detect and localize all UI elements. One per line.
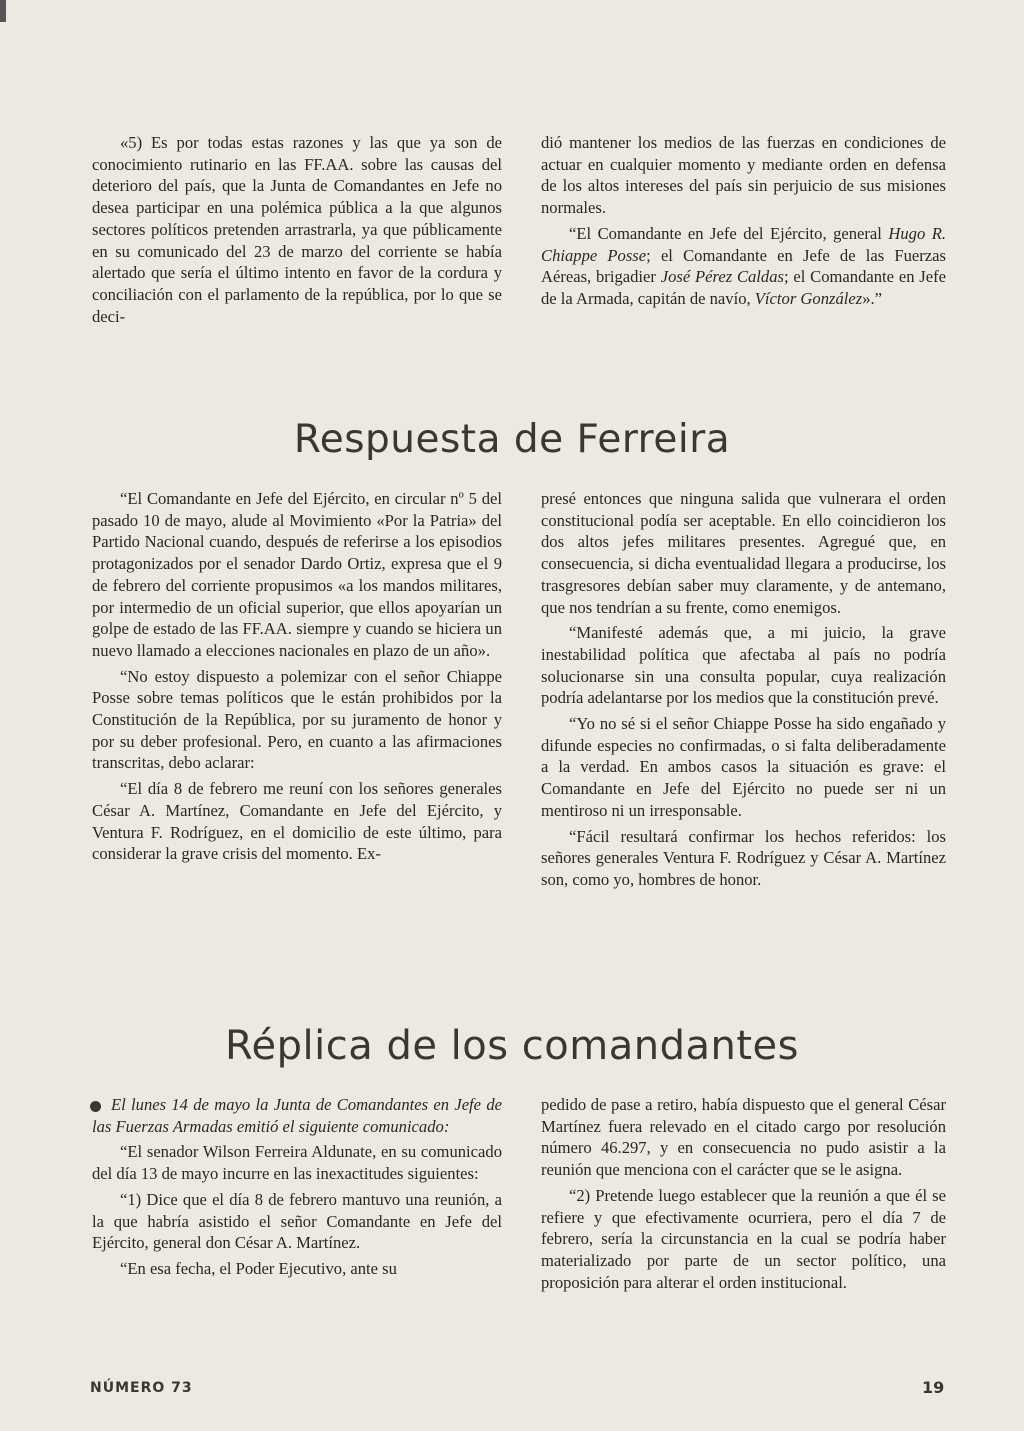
bullet-icon: [90, 1101, 101, 1112]
intro-paragraph: [92, 1094, 502, 1137]
paragraph: “El senador Wilson Ferreira Aldunate, en su comunicado del día 13 de mayo incurre en las inexactitudes siguientes:: [92, 1142, 502, 1184]
signatory-name: Hugo R. Chiappe Posse: [541, 223, 946, 265]
text-span: ; el Comandante en Jefe de las Fuerzas Aéreas, brigadier: [541, 245, 946, 287]
text-span: “El Comandante en Jefe del Ejército, general: [569, 223, 889, 243]
paragraph: “1) Dice que el día 8 de febrero mantuvo una reunión, a la que habría asistido el señor Comandante en Jefe del Ejército, general don César A. Martínez.: [92, 1189, 502, 1253]
paragraph: “No estoy dispuesto a polemizar con el señor Chiappe Posse sobre temas políticos que le están prohibidos por la Constitución de la República, por su juramento de honor y por su deber profesional. Pero, en cuanto a las afirmaciones transcritas, debo aclarar:: [92, 666, 502, 773]
text-span: ; el Comandante en Jefe de la Armada, capitán de navío,: [541, 267, 946, 308]
paragraph: “El día 8 de febrero me reuní con los señores generales César A. Martínez, Comandante en Jefe del Ejército, y Ventura F. Rodríguez, en el domicilio de este último, para considerar la grave crisis del momento. Ex-: [92, 779, 502, 864]
paragraph: presé entonces que ninguna salida que vulnerara el orden constitucional podía ser aceptable. En ello coincidieron los dos altos jefes militares presentes. Agregué que, en consecuencia, si dicha eventualidad llegara a producirse, los trasgresores debían saber muy claramente, y de antemano, que nos tendrían a su frente, como enemigos.: [541, 489, 946, 617]
section2-left-column: [92, 1094, 502, 1280]
paragraph: “El Comandante en Jefe del Ejército, en circular nº 5 del pasado 10 de mayo, alude al Movimiento «Por la Patria» del Partido Nacional cuando, después de referirse a los episodios protagonizados por el senador Dardo Ortiz, expresa que el 9 de febrero del corriente propusimos «a los mandos militares, por intermedio de un oficial superior, que ellos apoyarían un golpe de estado de las FF.AA. siempre y cuando se hiciera un nuevo llamado a elecciones nacionales en plazo de un año».: [92, 489, 502, 660]
paragraph: “Yo no sé si el señor Chiappe Posse ha sido engañado y difunde especies no confirmadas, o si falta deliberadamente a la verdad. En ambos casos la situación es grave: el Comandante en Jefe del Ejército no puede ser ni un mentiroso ni un irresponsable.: [541, 714, 946, 820]
paragraph: “2) Pretende luego establecer que la reunión a que él se refiere y que efectivamente ocurriera, pero el día 7 de febrero, sería la circunstancia en la cual se podría haber materializado por parte de un sector político, una proposición para alterar el orden institucional.: [541, 1185, 946, 1292]
top-left-column: [92, 132, 502, 327]
text-span: ».”: [862, 288, 882, 308]
issue-number: NÚMERO 73: [90, 1380, 193, 1396]
page-number: 19: [922, 1378, 945, 1397]
paragraph: “Manifesté además que, a mi juicio, la grave inestabilidad política que afectaba al país no podría solucionarse sin una consulta popular, cuya realización podría adelantarse por los medios que la constitución prevé.: [541, 623, 946, 708]
section1-right-column: [541, 488, 946, 891]
section1-left-column: [92, 488, 502, 865]
signatory-name: Víctor González: [754, 288, 863, 308]
paragraph: dió mantener los medios de las fuerzas en condiciones de actuar en cualquier momento y mediante orden en defensa de los altos intereses del país sin perjuicio de sus misiones normales.: [541, 133, 946, 218]
intro-text: El lunes 14 de mayo la Junta de Comandantes en Jefe de las Fuerzas Armadas emitió el siguiente comunicado:: [92, 1095, 502, 1136]
paragraph: “En esa fecha, el Poder Ejecutivo, ante su: [120, 1258, 397, 1278]
paragraph: «5) Es por todas estas razones y las que ya son de conocimiento rutinario en las FF.AA. sobre las causas del deterioro del país, que la Junta de Comandantes en Jefe no desea participar en una polémica pública a la que algunos sectores políticos pretenden arrastrarla, ya que públicamente en su comunicado del 23 de marzo del corriente se había alertado que sería el último intento en favor de la cordura y conciliación con el parlamento de la república, por lo que se deci-: [92, 133, 502, 326]
signatories-paragraph: [541, 223, 946, 310]
section-heading: Respuesta de Ferreira: [293, 417, 731, 462]
scan-edge-mark: [0, 0, 6, 22]
section2-right-column: [541, 1094, 946, 1293]
signatory-name: José Pérez Caldas: [660, 267, 784, 287]
top-right-column: [541, 132, 946, 310]
paragraph: pedido de pase a retiro, había dispuesto que el general César Martínez fuera relevado en el citado cargo por resolución número 46.297, y en consecuencia no pudo asistir a la reunión que menciona con el carácter que se le asigna.: [541, 1095, 946, 1180]
section-heading: Réplica de los comandantes: [225, 1023, 799, 1069]
paragraph: “Fácil resultará confirmar los hechos referidos: los señores generales Ventura F. Rodríguez y César A. Martínez son, como yo, hombres de honor.: [541, 826, 946, 889]
